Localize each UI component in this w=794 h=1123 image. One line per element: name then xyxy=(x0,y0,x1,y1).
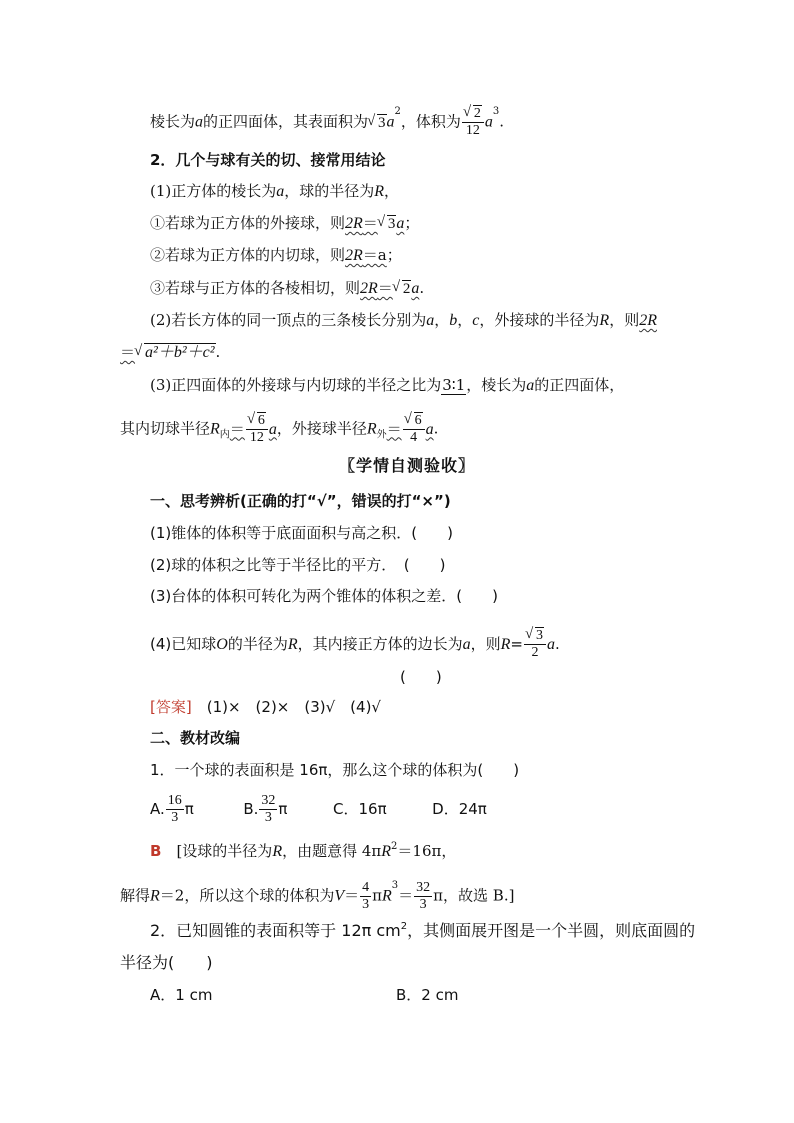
denominator: 12 xyxy=(465,123,480,138)
sqrt-3 xyxy=(378,214,397,234)
cuboid-statement xyxy=(150,310,657,331)
fraction-sqrt6-over-12 xyxy=(246,413,268,446)
exponent: 2 xyxy=(394,106,401,117)
right-bracket: 〗 xyxy=(458,456,476,475)
quiz-item-3: (3)台体的体积可转化为两个锥体的体积之差．( ) xyxy=(150,587,498,605)
exponent: 2 xyxy=(391,841,398,852)
var-R: R xyxy=(374,183,385,200)
text: 解得 xyxy=(120,886,151,905)
text: [设球的半径为 xyxy=(176,842,273,860)
text: ＝ xyxy=(377,279,393,297)
fraction-32-over-3 xyxy=(259,793,277,826)
denominator: 3 xyxy=(171,810,179,825)
var-a: a xyxy=(547,636,555,653)
var-a: a xyxy=(396,215,405,232)
pi: π xyxy=(372,886,382,905)
text: ＝ xyxy=(362,214,378,232)
denominator: 4 xyxy=(410,430,418,445)
cube-statement xyxy=(150,181,399,202)
fraction-32-over-3 xyxy=(414,880,432,913)
solution-letter: B xyxy=(150,842,162,860)
option-c: C．16π xyxy=(333,800,387,818)
radicand: 6 xyxy=(257,413,265,428)
radicand: 3 xyxy=(387,216,396,232)
text: ，由题意得 4π xyxy=(282,842,382,860)
text: ＝2，所以这个球的体积为 xyxy=(159,886,335,905)
text: = xyxy=(510,635,523,653)
text: . xyxy=(499,112,505,131)
text: ，则 xyxy=(609,311,640,329)
quiz-title xyxy=(150,491,451,511)
exercise-2-cont: 半径为( ) xyxy=(120,953,213,972)
var-R: R xyxy=(366,420,377,438)
var-a: a xyxy=(195,113,204,131)
section-header xyxy=(339,453,475,479)
text: . xyxy=(433,419,439,438)
radicand: 3 xyxy=(536,628,543,643)
var-R: R xyxy=(150,887,160,905)
var-R: R xyxy=(287,636,298,653)
section-2-title: 2．几个与球有关的切、接常用结论 xyxy=(150,151,386,169)
exponent: 3 xyxy=(492,106,500,117)
subscript: 内 xyxy=(219,429,230,441)
var-a: a xyxy=(411,280,420,297)
pi: π xyxy=(278,800,288,818)
denominator: 12 xyxy=(249,430,264,445)
answer-label: [答案] xyxy=(150,698,192,716)
answer-text: (1)× (2)× (3)√ (4)√ xyxy=(206,698,381,716)
solution-line-2 xyxy=(120,880,514,913)
var-R: R xyxy=(210,420,220,438)
text: . xyxy=(419,279,425,297)
text: π，故选 B.] xyxy=(433,886,515,905)
var-R: R xyxy=(381,843,392,860)
section-3-title: 二、教材改编 xyxy=(150,729,241,747)
var-a: a xyxy=(462,636,471,653)
exponent: 3 xyxy=(391,880,399,891)
text: ， xyxy=(457,311,473,329)
option-d: D．24π xyxy=(432,800,487,818)
exercise-2 xyxy=(150,921,695,941)
numerator: 4 xyxy=(362,880,370,895)
text: 棱长为 xyxy=(150,112,196,131)
quiz-item-1: (1)锥体的体积等于底面面积与高之积．( ) xyxy=(150,524,453,542)
formula-2R: 2R xyxy=(345,247,363,264)
fraction-16-over-3 xyxy=(166,793,184,826)
solution-line-1 xyxy=(150,841,456,862)
text: 2．已知圆锥的表面积等于 12π cm xyxy=(150,921,401,940)
var-a: a xyxy=(268,420,277,438)
radicand: a²＋b²＋c² xyxy=(145,344,215,361)
text: ＝ xyxy=(229,419,245,438)
denominator: 3 xyxy=(362,897,370,912)
text: 的半径为 xyxy=(227,635,288,653)
answer-paren: ( ) xyxy=(400,668,442,686)
exercise-2-option-a: A．1 cm xyxy=(150,986,213,1004)
text: (2)若长方体的同一顶点的三条棱长分别为 xyxy=(150,311,427,329)
sqrt-sum xyxy=(135,343,216,363)
text: ，外接球的半径为 xyxy=(479,311,600,329)
text: . xyxy=(555,635,560,653)
left-bracket: 〖 xyxy=(339,456,357,475)
var-O: O xyxy=(216,636,228,653)
var-V: V xyxy=(334,887,345,905)
exercise-1: 1．一个球的表面积是 16π，那么这个球的体积为( ) xyxy=(150,761,520,779)
sqrt-3 xyxy=(368,113,387,133)
numerator: 32 xyxy=(261,793,276,808)
var-R: R xyxy=(500,636,511,653)
text: ②若球为正方体的内切球，则 xyxy=(150,246,346,264)
quiz-item-2: (2)球的体积之比等于半径比的平方． ( ) xyxy=(150,556,446,574)
denominator: 3 xyxy=(419,897,427,912)
text: ； xyxy=(404,214,420,232)
var-a: a xyxy=(425,420,434,438)
fraction-sqrt3-over-2 xyxy=(524,628,546,661)
text: ，球的半径为 xyxy=(284,182,375,200)
var-R: R xyxy=(382,887,392,905)
var-a: a xyxy=(276,183,285,200)
var-c: c xyxy=(472,312,480,329)
sqrt-2 xyxy=(393,279,412,299)
numerator: 32 xyxy=(416,880,431,895)
formula-2R: 2R xyxy=(360,280,378,297)
denominator: 3 xyxy=(264,810,272,825)
radicand: 2 xyxy=(402,281,411,297)
text: . xyxy=(215,343,221,361)
case-circumscribed xyxy=(150,213,419,234)
quiz-title-text: 一、思考辨析(正确的打“√”，错误的打“×”) xyxy=(150,492,451,510)
answer-line xyxy=(150,697,381,717)
text: ，则 xyxy=(470,635,501,653)
text: ＝ xyxy=(386,419,402,438)
var-R: R xyxy=(599,312,610,329)
text: ； xyxy=(386,246,402,264)
surface-volume-line xyxy=(150,106,504,139)
var-a: a xyxy=(526,377,535,394)
option-b-label: B. xyxy=(243,800,259,818)
fraction-4-over-3 xyxy=(360,880,371,913)
numerator: 16 xyxy=(167,793,182,808)
formula-2R: 2R xyxy=(639,312,657,329)
text: ，体积为 xyxy=(400,112,461,131)
text: ＝ xyxy=(344,886,360,905)
exercise-2-option-b: B．2 cm xyxy=(396,986,459,1004)
tetra-statement xyxy=(150,375,624,396)
fraction-sqrt6-over-4 xyxy=(403,413,425,446)
cuboid-formula xyxy=(120,342,220,363)
fraction-sqrt2-over-12 xyxy=(462,106,484,139)
radicand: 2 xyxy=(473,106,481,121)
quiz-item-4 xyxy=(150,628,560,661)
text: ＝16π， xyxy=(397,842,457,860)
text: ，棱长为 xyxy=(466,376,527,394)
formula-2R: 2R xyxy=(345,215,363,232)
text: ＝ xyxy=(120,343,136,361)
denominator: 2 xyxy=(531,645,539,660)
text: ，其侧面展开图是一个半圆，则底面圆的 xyxy=(407,921,696,940)
text: ＝a xyxy=(362,246,387,264)
text: 的正四面体，其表面积为 xyxy=(203,112,369,131)
exercise-1-options xyxy=(150,793,487,826)
option-a-label: A. xyxy=(150,800,165,818)
var-a: a xyxy=(484,113,493,131)
radicand: 6 xyxy=(414,413,422,428)
case-edge-tangent xyxy=(150,278,424,299)
tetra-radii xyxy=(120,413,438,446)
text: 其内切球半径 xyxy=(120,419,211,438)
exponent: 2 xyxy=(400,921,408,932)
text: 的正四面体， xyxy=(534,376,625,394)
text: ＝ xyxy=(398,886,414,905)
text: ①若球为正方体的外接球，则 xyxy=(150,214,346,232)
var-a: a xyxy=(386,113,395,131)
var-b: b xyxy=(449,312,458,329)
text: (1)正方体的棱长为 xyxy=(150,182,277,200)
text: ， xyxy=(434,311,450,329)
text: ，外接球半径 xyxy=(276,419,367,438)
text: ， xyxy=(384,182,400,200)
text: (4)已知球 xyxy=(150,635,217,653)
var-R: R xyxy=(272,843,283,860)
text: ③若球与正方体的各棱相切，则 xyxy=(150,279,361,297)
var-a: a xyxy=(426,312,435,329)
ratio: 3∶1 xyxy=(442,376,466,394)
radicand: 3 xyxy=(378,114,386,131)
section-header-text: 学情自测验收 xyxy=(356,456,459,475)
text: (3)正四面体的外接球与内切球的半径之比为 xyxy=(150,376,442,394)
subscript: 外 xyxy=(376,429,387,441)
case-inscribed xyxy=(150,245,402,266)
pi: π xyxy=(184,800,194,818)
text: ，其内接正方体的边长为 xyxy=(297,635,463,653)
